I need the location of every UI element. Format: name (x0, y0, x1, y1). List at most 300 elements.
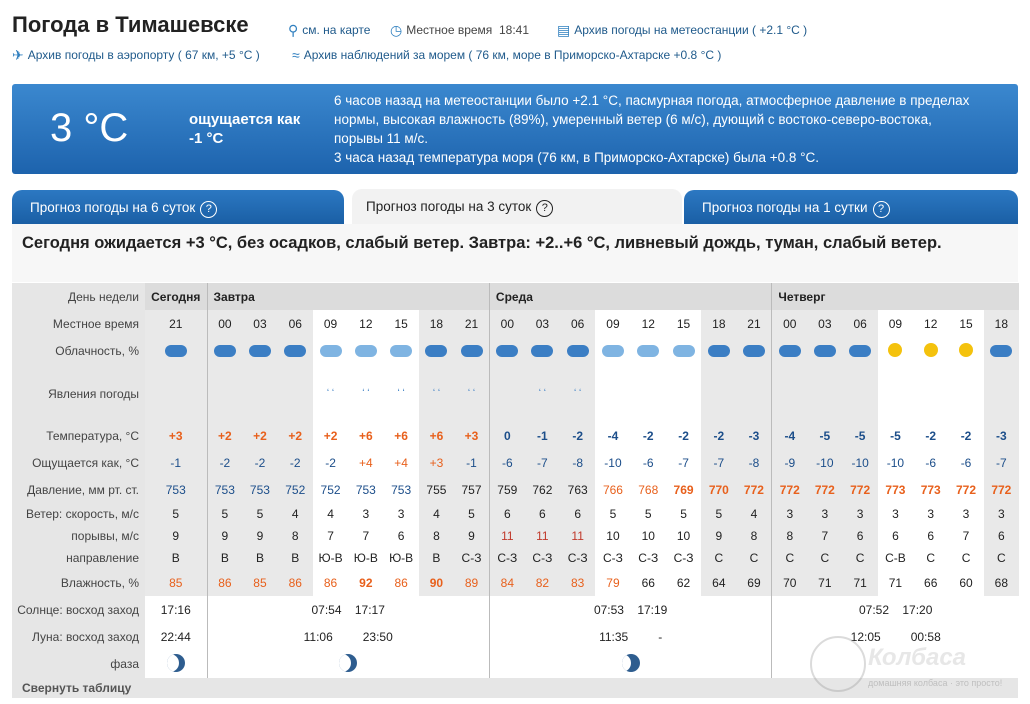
forecast-table (12, 283, 1019, 678)
clock-icon: ◷ (390, 22, 403, 38)
plane-icon: ✈ (12, 47, 24, 63)
map-pin-icon: ⚲ (288, 22, 299, 38)
temp-cell: -5 (878, 422, 913, 449)
humidity-cell: 62 (666, 569, 701, 596)
day-row (12, 283, 1019, 310)
cloud-cell (737, 337, 772, 365)
humidity-cell: 70 (772, 569, 807, 596)
direction-cell: В (242, 547, 277, 569)
watermark-name: Колбаса (868, 644, 967, 671)
gust-cell: 11 (489, 525, 524, 547)
feels-cell: -1 (145, 449, 207, 476)
row-label: направление (12, 547, 145, 569)
cloud-cell (454, 337, 489, 365)
cloud-cell (313, 337, 348, 365)
sun-icon (959, 343, 973, 357)
humidity-cell: 66 (631, 569, 666, 596)
phenomena-cell (454, 365, 489, 422)
temp-cell: +2 (242, 422, 277, 449)
cloud-cell (348, 337, 383, 365)
humidity-cell: 86 (383, 569, 418, 596)
humidity-cell: 71 (807, 569, 842, 596)
current-weather-banner (12, 84, 1018, 174)
wind-cell: 6 (525, 503, 560, 525)
wind-speed-row (12, 503, 1019, 525)
wind-cell: 4 (737, 503, 772, 525)
temperature-row (12, 422, 1019, 449)
humidity-cell: 83 (560, 569, 595, 596)
wind-cell: 5 (145, 503, 207, 525)
feels-cell: -2 (242, 449, 277, 476)
cloud-cell (842, 337, 877, 365)
cloud-icon (529, 341, 555, 359)
watermark (810, 636, 1020, 696)
direction-cell: Ю-В (383, 547, 418, 569)
current-temp: 3 °C (50, 106, 129, 150)
cloud-icon (423, 341, 449, 359)
time-cell: 21 (737, 310, 772, 337)
pressure-cell: 759 (489, 476, 524, 503)
feels-cell: -2 (313, 449, 348, 476)
time-cell: 09 (595, 310, 630, 337)
sun-icon (924, 343, 938, 357)
phenomena-cell (278, 365, 313, 422)
phenomena-cell (842, 365, 877, 422)
pressure-cell: 753 (348, 476, 383, 503)
rain-icon: ʻ ʻ (432, 388, 441, 399)
cloud-cell (984, 337, 1019, 365)
cloud-cell (207, 337, 242, 365)
direction-cell: С-З (595, 547, 630, 569)
direction-cell: С-З (525, 547, 560, 569)
cloud-cell (145, 337, 207, 365)
temp-cell: +6 (383, 422, 418, 449)
sea-archive-link[interactable]: ≈ Архив наблюдений за морем ( 76 км, море в Приморско-Ахтарске +0.8 °C ) (292, 47, 722, 63)
wind-cell: 3 (383, 503, 418, 525)
feels-cell: -9 (772, 449, 807, 476)
moon-phase-icon (622, 654, 640, 672)
temp-cell: -2 (913, 422, 948, 449)
moon-phase (207, 650, 489, 678)
map-link[interactable]: ⚲ см. на карте (288, 22, 371, 38)
station-icon: ▤ (557, 22, 571, 38)
wind-gust-row (12, 525, 1019, 547)
pressure-cell: 772 (948, 476, 983, 503)
time-cell: 09 (878, 310, 913, 337)
cloud-row (12, 337, 1019, 365)
humidity-cell: 79 (595, 569, 630, 596)
gust-cell: 10 (595, 525, 630, 547)
gust-cell: 8 (772, 525, 807, 547)
pressure-cell: 773 (913, 476, 948, 503)
row-label: Явления погоды (12, 365, 145, 422)
moon-phase-icon (339, 654, 357, 672)
time-cell: 18 (984, 310, 1019, 337)
cloud-cell (701, 337, 736, 365)
time-cell: 00 (207, 310, 242, 337)
rain-icon: ʻ ʻ (574, 388, 582, 399)
day-name: Четверг (772, 283, 1019, 310)
wind-cell: 4 (313, 503, 348, 525)
humidity-cell: 69 (737, 569, 772, 596)
direction-cell: С-З (666, 547, 701, 569)
cloud-icon (212, 341, 238, 359)
humidity-cell: 86 (278, 569, 313, 596)
pressure-cell: 752 (278, 476, 313, 503)
pressure-cell: 757 (454, 476, 489, 503)
direction-cell: С (701, 547, 736, 569)
cloud-cell (278, 337, 313, 365)
humidity-cell: 86 (207, 569, 242, 596)
day-name: Среда (489, 283, 771, 310)
rain-icon: ʻ ʻ (326, 388, 335, 399)
direction-cell: В (145, 547, 207, 569)
watermark-logo (810, 636, 866, 692)
direction-cell: Ю-В (313, 547, 348, 569)
direction-cell: С (807, 547, 842, 569)
time-cell: 03 (525, 310, 560, 337)
pressure-cell: 763 (560, 476, 595, 503)
cloud-cell (772, 337, 807, 365)
feels-cell: -6 (948, 449, 983, 476)
help-icon[interactable]: ? (536, 200, 553, 217)
cloud-cell (913, 337, 948, 365)
temp-cell: +3 (145, 422, 207, 449)
tab-6-days[interactable]: Прогноз погоды на 6 суток ? (12, 190, 344, 224)
time-cell: 09 (313, 310, 348, 337)
cloud-icon (635, 341, 661, 359)
phenomena-cell (145, 365, 207, 422)
feels-cell: -6 (631, 449, 666, 476)
humidity-cell: 92 (348, 569, 383, 596)
pressure-cell: 772 (842, 476, 877, 503)
gust-cell: 8 (737, 525, 772, 547)
row-label: Ощущается как, °C (12, 449, 145, 476)
moon-phase (145, 650, 207, 678)
cloud-cell (383, 337, 418, 365)
gust-cell: 11 (525, 525, 560, 547)
help-icon[interactable]: ? (200, 201, 217, 218)
humidity-cell: 86 (313, 569, 348, 596)
pressure-cell: 752 (313, 476, 348, 503)
row-label: Давление, мм рт. ст. (12, 476, 145, 503)
phenomena-cell (242, 365, 277, 422)
direction-cell: В (207, 547, 242, 569)
feels-cell: +4 (348, 449, 383, 476)
temp-cell: +2 (278, 422, 313, 449)
wind-cell: 3 (984, 503, 1019, 525)
gust-cell: 7 (313, 525, 348, 547)
sun-times: 17:16 (145, 596, 207, 623)
gust-cell: 6 (984, 525, 1019, 547)
collapse-table-link[interactable]: Свернуть таблицу (12, 678, 1018, 698)
pressure-cell: 772 (807, 476, 842, 503)
time-cell: 06 (560, 310, 595, 337)
temp-cell: +2 (207, 422, 242, 449)
pressure-cell: 770 (701, 476, 736, 503)
phenomena-cell (489, 365, 524, 422)
direction-cell: С-З (631, 547, 666, 569)
time-cell: 12 (348, 310, 383, 337)
phenomena-cell (595, 365, 630, 422)
gust-cell: 7 (348, 525, 383, 547)
gust-cell: 9 (145, 525, 207, 547)
humidity-cell: 68 (984, 569, 1019, 596)
time-cell: 03 (242, 310, 277, 337)
phenomena-cell (560, 365, 595, 422)
temp-cell: -5 (842, 422, 877, 449)
pressure-cell: 772 (772, 476, 807, 503)
cloud-icon (163, 341, 189, 359)
pressure-cell: 772 (984, 476, 1019, 503)
direction-cell: С (984, 547, 1019, 569)
rain-icon: ʻ ʻ (467, 388, 476, 399)
gust-cell: 9 (701, 525, 736, 547)
time-cell: 15 (948, 310, 983, 337)
feels-cell: -8 (560, 449, 595, 476)
time-cell: 15 (383, 310, 418, 337)
wind-cell: 3 (807, 503, 842, 525)
cloud-cell (595, 337, 630, 365)
pressure-cell: 753 (207, 476, 242, 503)
cloud-cell (631, 337, 666, 365)
cloud-cell (560, 337, 595, 365)
direction-cell: В (278, 547, 313, 569)
humidity-cell: 66 (913, 569, 948, 596)
feels-cell: -2 (207, 449, 242, 476)
gust-cell: 6 (383, 525, 418, 547)
cloud-icon (318, 341, 344, 359)
temp-cell: -2 (666, 422, 701, 449)
temp-cell: -4 (772, 422, 807, 449)
wind-cell: 3 (913, 503, 948, 525)
row-label: Местное время (12, 310, 145, 337)
pressure-cell: 753 (145, 476, 207, 503)
phenomena-cell (207, 365, 242, 422)
temp-cell: -3 (984, 422, 1019, 449)
direction-cell: С-З (454, 547, 489, 569)
moon-phase-icon (167, 654, 185, 672)
direction-cell: С (948, 547, 983, 569)
pressure-cell: 773 (878, 476, 913, 503)
pressure-cell: 769 (666, 476, 701, 503)
wind-dir-row (12, 547, 1019, 569)
phenomena-row (12, 365, 1019, 422)
humidity-cell: 71 (842, 569, 877, 596)
wind-cell: 5 (701, 503, 736, 525)
time-cell: 00 (489, 310, 524, 337)
phenomena-cell (666, 365, 701, 422)
wind-cell: 5 (454, 503, 489, 525)
gust-cell: 7 (807, 525, 842, 547)
rain-icon: ʻ ʻ (397, 388, 405, 399)
feels-cell: -7 (984, 449, 1019, 476)
wind-cell: 5 (631, 503, 666, 525)
wind-cell: 5 (595, 503, 630, 525)
time-cell: 15 (666, 310, 701, 337)
cloud-icon (812, 341, 838, 359)
temp-cell: -2 (631, 422, 666, 449)
humidity-cell: 64 (701, 569, 736, 596)
pressure-cell: 762 (525, 476, 560, 503)
row-label: Луна: восход заход (12, 623, 145, 650)
cloud-icon (706, 341, 732, 359)
direction-cell: С-В (878, 547, 913, 569)
temp-cell: +6 (348, 422, 383, 449)
time-cell: 06 (842, 310, 877, 337)
gust-cell: 9 (242, 525, 277, 547)
cloud-cell (948, 337, 983, 365)
time-row (12, 310, 1019, 337)
current-description: 6 часов назад на метеостанции было +2.1 °C, пасмурная погода, атмосферное давление в пределах нормы, высокая влажность (89%), умеренный ветер (6 м/с), дующий с востоко-северо-востока, порывы 11 м/с. 3 часа назад температура моря (76 км, в Приморско-Ахтарске) была +0.8 °C. (334, 93, 970, 165)
time-cell: 12 (631, 310, 666, 337)
moon-times: 22:44 (145, 623, 207, 650)
gust-cell: 10 (666, 525, 701, 547)
pressure-cell: 755 (419, 476, 454, 503)
phenomena-cell (701, 365, 736, 422)
cloud-cell (525, 337, 560, 365)
humidity-cell: 85 (242, 569, 277, 596)
humidity-cell: 60 (948, 569, 983, 596)
direction-cell: С (842, 547, 877, 569)
temp-cell: -5 (807, 422, 842, 449)
wind-cell: 5 (666, 503, 701, 525)
sun-times: 07:54 17:17 (207, 596, 489, 623)
cloud-cell (807, 337, 842, 365)
row-label: Ветер: скорость, м/с (12, 503, 145, 525)
wind-cell: 4 (278, 503, 313, 525)
tab-1-day[interactable]: Прогноз погоды на 1 сутки ? (684, 190, 1018, 224)
cloud-cell (878, 337, 913, 365)
feels-cell: -1 (454, 449, 489, 476)
cloud-icon (565, 341, 591, 359)
temp-cell: +2 (313, 422, 348, 449)
cloud-icon (388, 341, 414, 359)
phenomena-cell (984, 365, 1019, 422)
cloud-icon (459, 341, 485, 359)
wind-cell: 6 (560, 503, 595, 525)
local-time: ◷ Местное время 18:41 (390, 22, 530, 38)
humidity-cell: 71 (878, 569, 913, 596)
pressure-cell: 772 (737, 476, 772, 503)
feels-cell: -10 (878, 449, 913, 476)
cloud-icon (494, 341, 520, 359)
feels-cell: -7 (666, 449, 701, 476)
feels-cell: -2 (278, 449, 313, 476)
wind-cell: 3 (842, 503, 877, 525)
temp-cell: -3 (737, 422, 772, 449)
gust-cell: 11 (560, 525, 595, 547)
temp-cell: +6 (419, 422, 454, 449)
direction-cell: С-З (489, 547, 524, 569)
gust-cell: 6 (913, 525, 948, 547)
direction-cell: В (419, 547, 454, 569)
temp-cell: -2 (560, 422, 595, 449)
phenomena-cell (807, 365, 842, 422)
cloud-icon (847, 341, 873, 359)
phenomena-cell (313, 365, 348, 422)
wind-cell: 5 (242, 503, 277, 525)
feels-cell: -10 (842, 449, 877, 476)
sun-row (12, 596, 1019, 623)
temp-cell: -2 (948, 422, 983, 449)
phenomena-cell (913, 365, 948, 422)
day-name: Сегодня (145, 283, 207, 310)
rain-icon: ʻ ʻ (538, 388, 546, 399)
direction-cell: С-З (560, 547, 595, 569)
sun-icon (888, 343, 902, 357)
moon-times: 11:06 23:50 (207, 623, 489, 650)
feels-cell: -10 (807, 449, 842, 476)
cloud-icon (282, 341, 308, 359)
cloud-cell (489, 337, 524, 365)
wind-cell: 3 (348, 503, 383, 525)
phenomena-cell (878, 365, 913, 422)
humidity-row (12, 569, 1019, 596)
direction-cell: Ю-В (348, 547, 383, 569)
time-cell: 21 (145, 310, 207, 337)
airport-archive-link[interactable]: ✈ Архив погоды в аэропорту ( 67 км, +5 °C ) (12, 47, 260, 63)
feels-cell: -8 (737, 449, 772, 476)
row-label: Облачность, % (12, 337, 145, 365)
cloud-cell (666, 337, 701, 365)
moon-phase (489, 650, 771, 678)
feels-cell: -7 (525, 449, 560, 476)
time-cell: 18 (419, 310, 454, 337)
temp-cell: -1 (525, 422, 560, 449)
feels-cell: -10 (595, 449, 630, 476)
humidity-cell: 90 (419, 569, 454, 596)
waves-icon: ≈ (292, 47, 300, 63)
time-cell: 03 (807, 310, 842, 337)
pressure-cell: 768 (631, 476, 666, 503)
help-icon[interactable]: ? (873, 201, 890, 218)
day-name: Завтра (207, 283, 489, 310)
time-cell: 06 (278, 310, 313, 337)
direction-cell: С (737, 547, 772, 569)
direction-cell: С (772, 547, 807, 569)
watermark-tag: домашняя колбаса · это просто! (868, 678, 1003, 688)
temp-cell: -4 (595, 422, 630, 449)
pressure-cell: 753 (383, 476, 418, 503)
gust-cell: 9 (207, 525, 242, 547)
cloud-icon (988, 341, 1014, 359)
rain-icon: ʻ ʻ (362, 388, 370, 399)
temp-cell: -2 (701, 422, 736, 449)
pressure-row (12, 476, 1019, 503)
feels-cell: -6 (913, 449, 948, 476)
humidity-cell: 84 (489, 569, 524, 596)
wind-cell: 5 (207, 503, 242, 525)
phenomena-cell (419, 365, 454, 422)
station-archive-link[interactable]: ▤ Архив погоды на метеостанции ( +2.1 °C ) (557, 22, 808, 38)
sun-times: 07:52 17:20 (772, 596, 1019, 623)
row-label: порывы, м/с (12, 525, 145, 547)
row-label: Влажность, % (12, 569, 145, 596)
gust-cell: 9 (454, 525, 489, 547)
sun-times: 07:53 17:19 (489, 596, 771, 623)
tab-3-days[interactable]: Прогноз погоды на 3 суток ? (352, 189, 682, 225)
gust-cell: 10 (631, 525, 666, 547)
phenomena-cell (772, 365, 807, 422)
cloud-icon (777, 341, 803, 359)
phenomena-cell (948, 365, 983, 422)
feels-cell: -7 (701, 449, 736, 476)
row-label: День недели (12, 283, 145, 310)
gust-cell: 8 (278, 525, 313, 547)
forecast-summary: Сегодня ожидается +3 °C, без осадков, слабый ветер. Завтра: +2..+6 °C, ливневый дождь, туман, слабый ветер. (12, 224, 1018, 282)
temp-cell: 0 (489, 422, 524, 449)
